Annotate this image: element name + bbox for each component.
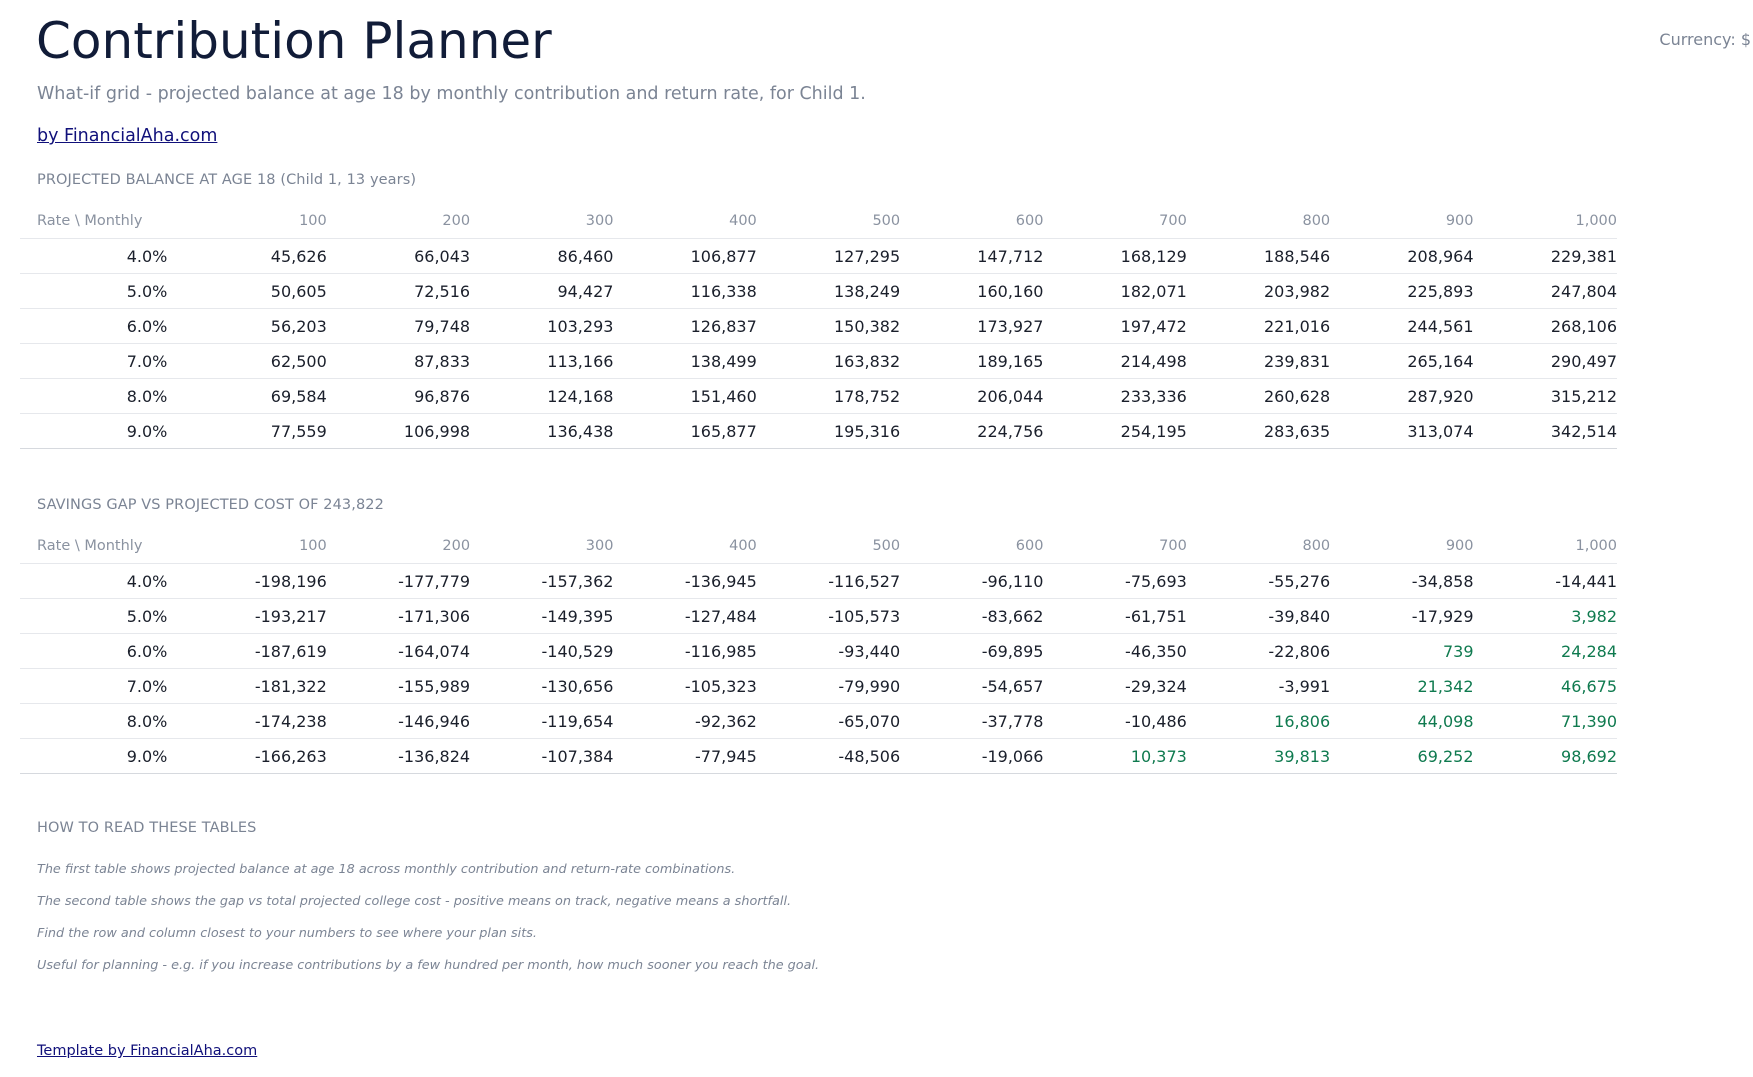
value-cell: 69,252 bbox=[1330, 739, 1473, 774]
table-row bbox=[20, 739, 1617, 774]
value-cell: -83,662 bbox=[900, 599, 1043, 634]
value-cell: -61,751 bbox=[1043, 599, 1186, 634]
column-header: 600 bbox=[900, 529, 1043, 564]
value-cell: -14,441 bbox=[1474, 564, 1618, 599]
value-cell: 136,438 bbox=[470, 414, 613, 449]
value-cell: -136,945 bbox=[613, 564, 756, 599]
value-cell: -181,322 bbox=[167, 669, 326, 704]
value-cell: 69,584 bbox=[167, 379, 326, 414]
value-cell: 50,605 bbox=[167, 274, 326, 309]
value-cell: 224,756 bbox=[900, 414, 1043, 449]
value-cell: 46,675 bbox=[1474, 669, 1618, 704]
value-cell: 113,166 bbox=[470, 344, 613, 379]
value-cell: -17,929 bbox=[1330, 599, 1473, 634]
value-cell: 247,804 bbox=[1474, 274, 1618, 309]
balance-table-header bbox=[20, 204, 1617, 239]
value-cell: -174,238 bbox=[167, 704, 326, 739]
rate-cell: 5.0% bbox=[20, 274, 167, 309]
value-cell: 268,106 bbox=[1474, 309, 1618, 344]
column-header: 500 bbox=[757, 529, 900, 564]
value-cell: -149,395 bbox=[470, 599, 613, 634]
value-cell: -69,895 bbox=[900, 634, 1043, 669]
column-header: 800 bbox=[1187, 204, 1330, 239]
value-cell: 21,342 bbox=[1330, 669, 1473, 704]
value-cell: -116,527 bbox=[757, 564, 900, 599]
rate-cell: 9.0% bbox=[20, 414, 167, 449]
value-cell: -55,276 bbox=[1187, 564, 1330, 599]
table-row bbox=[20, 564, 1617, 599]
footer-template-link[interactable]: Template by FinancialAha.com bbox=[37, 1043, 258, 1059]
balance-table bbox=[20, 204, 1617, 449]
value-cell: 138,249 bbox=[757, 274, 900, 309]
header-row bbox=[20, 204, 1617, 239]
value-cell: 342,514 bbox=[1474, 414, 1618, 449]
table-row bbox=[20, 704, 1617, 739]
value-cell: -79,990 bbox=[757, 669, 900, 704]
gap-table-label: SAVINGS GAP VS PROJECTED COST OF 243,822 bbox=[37, 497, 384, 513]
value-cell: 214,498 bbox=[1043, 344, 1186, 379]
corner-header: Rate \ Monthly bbox=[20, 204, 167, 239]
value-cell: 244,561 bbox=[1330, 309, 1473, 344]
value-cell: 239,831 bbox=[1187, 344, 1330, 379]
value-cell: 98,692 bbox=[1474, 739, 1618, 774]
value-cell: 138,499 bbox=[613, 344, 756, 379]
column-header: 900 bbox=[1330, 204, 1473, 239]
value-cell: -119,654 bbox=[470, 704, 613, 739]
column-header: 500 bbox=[757, 204, 900, 239]
value-cell: -37,778 bbox=[900, 704, 1043, 739]
rate-cell: 7.0% bbox=[20, 669, 167, 704]
value-cell: 87,833 bbox=[327, 344, 470, 379]
howto-line: Find the row and column closest to your numbers to see where your plan sits. bbox=[37, 926, 537, 941]
value-cell: 10,373 bbox=[1043, 739, 1186, 774]
value-cell: 56,203 bbox=[167, 309, 326, 344]
value-cell: 24,284 bbox=[1474, 634, 1618, 669]
value-cell: -48,506 bbox=[757, 739, 900, 774]
value-cell: 72,516 bbox=[327, 274, 470, 309]
howto-line: Useful for planning - e.g. if you increase contributions by a few hundred per month, how much sooner you reach the goal. bbox=[37, 958, 820, 973]
balance-table-label: PROJECTED BALANCE AT AGE 18 (Child 1, 13 years) bbox=[37, 172, 417, 188]
value-cell: 290,497 bbox=[1474, 344, 1618, 379]
value-cell: 3,982 bbox=[1474, 599, 1618, 634]
gap-table-body bbox=[20, 564, 1617, 774]
column-header: 700 bbox=[1043, 529, 1186, 564]
value-cell: 44,098 bbox=[1330, 704, 1473, 739]
value-cell: 151,460 bbox=[613, 379, 756, 414]
value-cell: -136,824 bbox=[327, 739, 470, 774]
value-cell: 160,160 bbox=[900, 274, 1043, 309]
value-cell: 79,748 bbox=[327, 309, 470, 344]
value-cell: 147,712 bbox=[900, 239, 1043, 274]
howto-line: The second table shows the gap vs total projected college cost - positive means on track, negative means a shortfall. bbox=[37, 894, 792, 909]
value-cell: -65,070 bbox=[757, 704, 900, 739]
rate-cell: 6.0% bbox=[20, 634, 167, 669]
page-subtitle: What-if grid - projected balance at age 18 by monthly contribution and return rate, for Child 1. bbox=[37, 84, 866, 104]
value-cell: 221,016 bbox=[1187, 309, 1330, 344]
column-header: 400 bbox=[613, 204, 756, 239]
howto-label: HOW TO READ THESE TABLES bbox=[37, 820, 257, 836]
table-row bbox=[20, 414, 1617, 449]
rate-cell: 6.0% bbox=[20, 309, 167, 344]
howto-line: The first table shows projected balance at age 18 across monthly contribution and return-rate combinations. bbox=[37, 862, 736, 877]
column-header: 1,000 bbox=[1474, 529, 1618, 564]
value-cell: 163,832 bbox=[757, 344, 900, 379]
value-cell: 260,628 bbox=[1187, 379, 1330, 414]
value-cell: 254,195 bbox=[1043, 414, 1186, 449]
value-cell: 229,381 bbox=[1474, 239, 1618, 274]
table-row bbox=[20, 599, 1617, 634]
rate-cell: 8.0% bbox=[20, 379, 167, 414]
rate-cell: 5.0% bbox=[20, 599, 167, 634]
value-cell: 127,295 bbox=[757, 239, 900, 274]
value-cell: 739 bbox=[1330, 634, 1473, 669]
value-cell: -107,384 bbox=[470, 739, 613, 774]
value-cell: 106,877 bbox=[613, 239, 756, 274]
column-header: 100 bbox=[167, 529, 326, 564]
value-cell: -29,324 bbox=[1043, 669, 1186, 704]
value-cell: -54,657 bbox=[900, 669, 1043, 704]
value-cell: -127,484 bbox=[613, 599, 756, 634]
value-cell: -39,840 bbox=[1187, 599, 1330, 634]
value-cell: -166,263 bbox=[167, 739, 326, 774]
value-cell: -75,693 bbox=[1043, 564, 1186, 599]
table-row bbox=[20, 274, 1617, 309]
value-cell: 150,382 bbox=[757, 309, 900, 344]
value-cell: 315,212 bbox=[1474, 379, 1618, 414]
value-cell: 96,876 bbox=[327, 379, 470, 414]
column-header: 200 bbox=[327, 529, 470, 564]
value-cell: 188,546 bbox=[1187, 239, 1330, 274]
value-cell: 124,168 bbox=[470, 379, 613, 414]
value-cell: 195,316 bbox=[757, 414, 900, 449]
value-cell: 116,338 bbox=[613, 274, 756, 309]
column-header: 300 bbox=[470, 204, 613, 239]
value-cell: 16,806 bbox=[1187, 704, 1330, 739]
value-cell: 106,998 bbox=[327, 414, 470, 449]
value-cell: 265,164 bbox=[1330, 344, 1473, 379]
value-cell: 71,390 bbox=[1474, 704, 1618, 739]
table-row bbox=[20, 239, 1617, 274]
value-cell: -22,806 bbox=[1187, 634, 1330, 669]
column-header: 800 bbox=[1187, 529, 1330, 564]
value-cell: 225,893 bbox=[1330, 274, 1473, 309]
value-cell: 66,043 bbox=[327, 239, 470, 274]
value-cell: -164,074 bbox=[327, 634, 470, 669]
rate-cell: 9.0% bbox=[20, 739, 167, 774]
table-row bbox=[20, 309, 1617, 344]
value-cell: -46,350 bbox=[1043, 634, 1186, 669]
table-row bbox=[20, 669, 1617, 704]
value-cell: -19,066 bbox=[900, 739, 1043, 774]
value-cell: 313,074 bbox=[1330, 414, 1473, 449]
value-cell: -96,110 bbox=[900, 564, 1043, 599]
rate-cell: 4.0% bbox=[20, 239, 167, 274]
value-cell: 39,813 bbox=[1187, 739, 1330, 774]
value-cell: -34,858 bbox=[1330, 564, 1473, 599]
rate-cell: 4.0% bbox=[20, 564, 167, 599]
value-cell: 103,293 bbox=[470, 309, 613, 344]
value-cell: -177,779 bbox=[327, 564, 470, 599]
gap-table bbox=[20, 529, 1617, 774]
gap-table-header bbox=[20, 529, 1617, 564]
value-cell: -146,946 bbox=[327, 704, 470, 739]
value-cell: -198,196 bbox=[167, 564, 326, 599]
value-cell: -130,656 bbox=[470, 669, 613, 704]
page-title: Contribution Planner bbox=[36, 12, 552, 70]
value-cell: -105,323 bbox=[613, 669, 756, 704]
value-cell: 62,500 bbox=[167, 344, 326, 379]
column-header: 700 bbox=[1043, 204, 1186, 239]
value-cell: 77,559 bbox=[167, 414, 326, 449]
table-row bbox=[20, 634, 1617, 669]
value-cell: 45,626 bbox=[167, 239, 326, 274]
value-cell: 168,129 bbox=[1043, 239, 1186, 274]
value-cell: 173,927 bbox=[900, 309, 1043, 344]
value-cell: -77,945 bbox=[613, 739, 756, 774]
corner-header: Rate \ Monthly bbox=[20, 529, 167, 564]
value-cell: 189,165 bbox=[900, 344, 1043, 379]
value-cell: -157,362 bbox=[470, 564, 613, 599]
table-row bbox=[20, 344, 1617, 379]
value-cell: -187,619 bbox=[167, 634, 326, 669]
value-cell: 126,837 bbox=[613, 309, 756, 344]
value-cell: -10,486 bbox=[1043, 704, 1186, 739]
value-cell: 182,071 bbox=[1043, 274, 1186, 309]
value-cell: 86,460 bbox=[470, 239, 613, 274]
rate-cell: 8.0% bbox=[20, 704, 167, 739]
column-header: 100 bbox=[167, 204, 326, 239]
table-row bbox=[20, 379, 1617, 414]
balance-table-body bbox=[20, 239, 1617, 449]
value-cell: -116,985 bbox=[613, 634, 756, 669]
value-cell: 197,472 bbox=[1043, 309, 1186, 344]
value-cell: -171,306 bbox=[327, 599, 470, 634]
value-cell: -193,217 bbox=[167, 599, 326, 634]
value-cell: 94,427 bbox=[470, 274, 613, 309]
howto-notes bbox=[37, 860, 819, 988]
value-cell: -93,440 bbox=[757, 634, 900, 669]
value-cell: -92,362 bbox=[613, 704, 756, 739]
rate-cell: 7.0% bbox=[20, 344, 167, 379]
value-cell: 203,982 bbox=[1187, 274, 1330, 309]
column-header: 900 bbox=[1330, 529, 1473, 564]
value-cell: 283,635 bbox=[1187, 414, 1330, 449]
column-header: 1,000 bbox=[1474, 204, 1618, 239]
column-header: 200 bbox=[327, 204, 470, 239]
value-cell: 206,044 bbox=[900, 379, 1043, 414]
column-header: 400 bbox=[613, 529, 756, 564]
column-header: 300 bbox=[470, 529, 613, 564]
currency-indicator: Currency: $ bbox=[1659, 30, 1751, 49]
header-row bbox=[20, 529, 1617, 564]
value-cell: 208,964 bbox=[1330, 239, 1473, 274]
column-header: 600 bbox=[900, 204, 1043, 239]
value-cell: -105,573 bbox=[757, 599, 900, 634]
value-cell: -155,989 bbox=[327, 669, 470, 704]
byline-link[interactable]: by FinancialAha.com bbox=[37, 126, 218, 146]
value-cell: 178,752 bbox=[757, 379, 900, 414]
value-cell: 165,877 bbox=[613, 414, 756, 449]
value-cell: 287,920 bbox=[1330, 379, 1473, 414]
value-cell: 233,336 bbox=[1043, 379, 1186, 414]
value-cell: -3,991 bbox=[1187, 669, 1330, 704]
value-cell: -140,529 bbox=[470, 634, 613, 669]
